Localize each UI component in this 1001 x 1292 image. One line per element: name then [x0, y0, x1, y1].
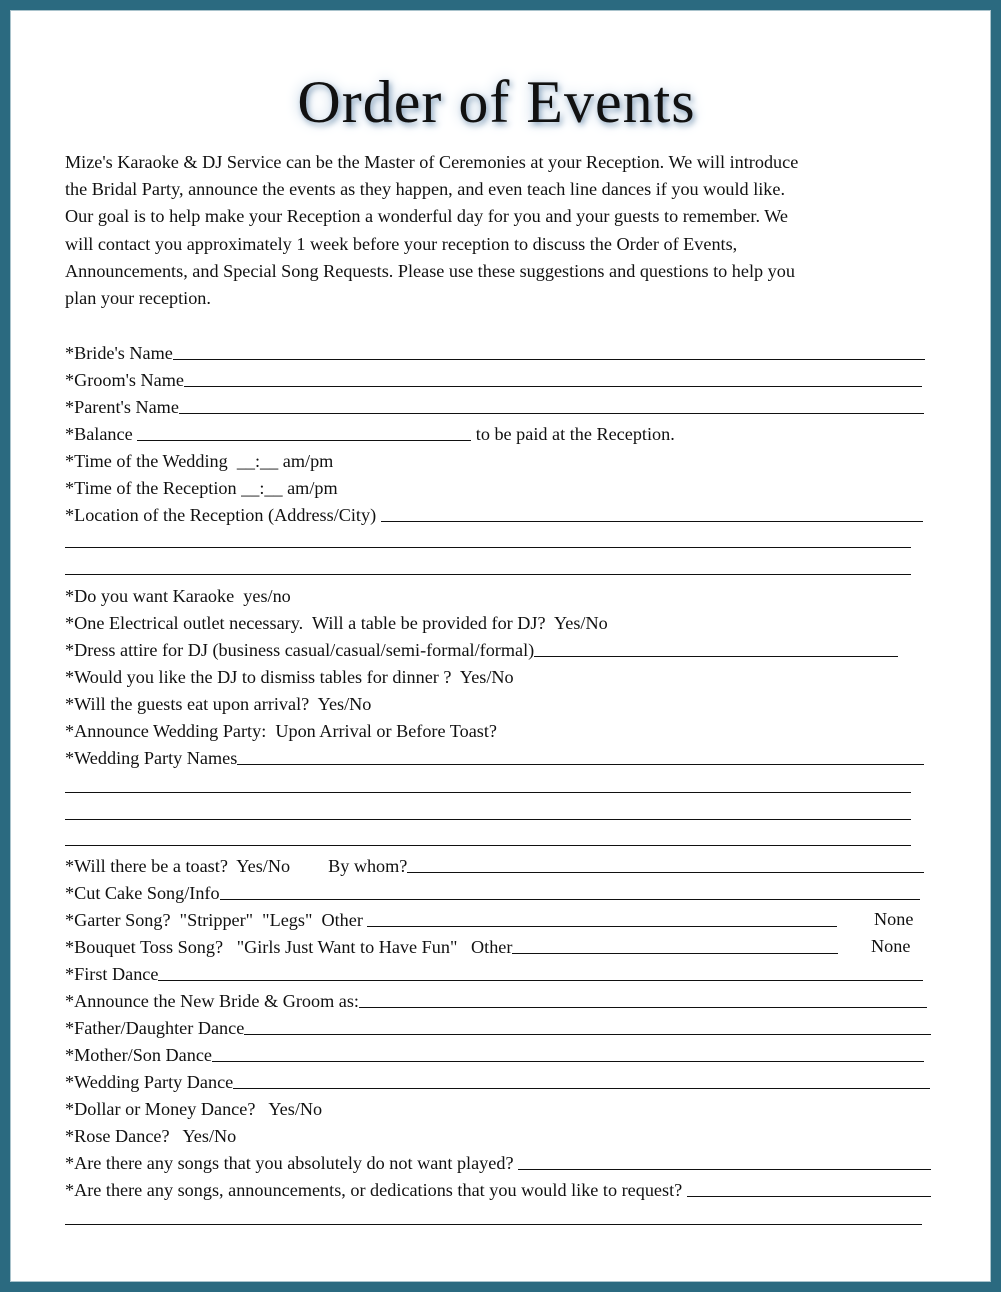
party-dance-row	[65, 1066, 930, 1093]
first-dance-row	[65, 958, 923, 985]
party-dance-field[interactable]	[233, 1070, 930, 1089]
karaoke-question: *Do you want Karaoke yes/no	[65, 586, 291, 606]
eat-row	[65, 688, 765, 715]
bouquet-field[interactable]	[512, 935, 838, 954]
toast-row	[65, 850, 924, 877]
reception-time-label[interactable]: *Time of the Reception __:__ am/pm	[65, 478, 338, 498]
not-played-field[interactable]	[518, 1151, 931, 1170]
wedding-time-label[interactable]: *Time of the Wedding __:__ am/pm	[65, 451, 334, 471]
intro-line: the Bridal Party, announce the events as they happen, and even teach line dances if you would like.	[65, 179, 786, 200]
first-dance-field[interactable]	[158, 962, 923, 981]
bouquet-none-option[interactable]: None	[871, 936, 911, 956]
parent-name-row	[65, 391, 924, 418]
party-names-line-4[interactable]	[65, 845, 911, 846]
by-whom-field[interactable]	[407, 854, 924, 873]
announce-couple-label: *Announce the New Bride & Groom as:	[65, 991, 359, 1011]
requests-row	[65, 1174, 931, 1201]
bouquet-row	[65, 931, 838, 958]
party-names-label: *Wedding Party Names	[65, 748, 238, 768]
bride-name-field[interactable]	[173, 341, 925, 360]
party-names-field[interactable]	[237, 746, 924, 765]
mother-son-row	[65, 1039, 924, 1066]
page-title: Order of Events	[297, 69, 696, 135]
karaoke-row	[65, 580, 665, 607]
dollar-dance-row	[65, 1093, 665, 1120]
groom-name-label: *Groom's Name	[65, 370, 184, 390]
parent-name-field[interactable]	[179, 395, 924, 414]
eat-question: *Will the guests eat upon arrival? Yes/No	[65, 694, 372, 714]
garter-none-option[interactable]: None	[874, 909, 914, 929]
cake-field[interactable]	[220, 881, 920, 900]
requests-line-2[interactable]	[65, 1224, 922, 1225]
dress-question: *Dress attire for DJ (business casual/casual/semi-formal/formal)	[65, 640, 535, 660]
intro-line: will contact you approximately 1 week before your reception to discuss the Order of Events,	[65, 233, 738, 254]
toast-question: *Will there be a toast? Yes/No	[65, 856, 291, 876]
bride-name-row	[65, 337, 925, 364]
party-names-line-3[interactable]	[65, 819, 911, 820]
location-row	[65, 499, 923, 526]
party-dance-label: *Wedding Party Dance	[65, 1072, 234, 1092]
location-line-3[interactable]	[65, 574, 911, 575]
mother-son-label: *Mother/Son Dance	[65, 1045, 212, 1065]
announce-party-row	[65, 715, 765, 742]
dress-field[interactable]	[534, 638, 898, 657]
balance-suffix: to be paid at the Reception.	[471, 424, 675, 444]
dollar-dance-question: *Dollar or Money Dance? Yes/No	[65, 1099, 323, 1119]
intro-line: plan your reception.	[65, 288, 211, 309]
requests-question: *Are there any songs, announcements, or dedications that you would like to request?	[65, 1180, 687, 1200]
rose-dance-question: *Rose Dance? Yes/No	[65, 1126, 237, 1146]
announce-couple-row	[65, 985, 927, 1012]
bride-name-label: *Bride's Name	[65, 343, 173, 363]
groom-name-row	[65, 364, 922, 391]
intro-line: Our goal is to help make your Reception a wonderful day for you and your guests to remember. We	[65, 206, 788, 227]
mother-son-field[interactable]	[212, 1043, 924, 1062]
reception-time-row	[65, 472, 565, 499]
garter-field[interactable]	[367, 908, 837, 927]
requests-field[interactable]	[687, 1178, 931, 1197]
first-dance-label: *First Dance	[65, 964, 159, 984]
intro-paragraph	[65, 149, 965, 312]
party-names-row	[65, 742, 924, 769]
not-played-question: *Are there any songs that you absolutely do not want played?	[65, 1153, 519, 1173]
outlet-row	[65, 607, 865, 634]
rose-dance-row	[65, 1120, 665, 1147]
garter-label: *Garter Song? "Stripper" "Legs" Other	[65, 910, 368, 930]
intro-line: Announcements, and Special Song Requests. Please use these suggestions and questions to help you	[65, 260, 795, 281]
cake-row	[65, 877, 920, 904]
wedding-time-row	[65, 445, 565, 472]
outlet-question: *One Electrical outlet necessary. Will a table be provided for DJ? Yes/No	[65, 613, 608, 633]
by-whom-label: By whom?	[328, 856, 408, 876]
father-daughter-row	[65, 1012, 931, 1039]
garter-row	[65, 904, 837, 931]
party-names-line-2[interactable]	[65, 792, 911, 793]
balance-label: *Balance	[65, 424, 138, 444]
location-line-2[interactable]	[65, 547, 911, 548]
bouquet-label: *Bouquet Toss Song? "Girls Just Want to Have Fun" Other	[65, 937, 513, 957]
balance-field[interactable]	[137, 422, 471, 441]
balance-row	[65, 418, 785, 445]
dress-row	[65, 634, 898, 661]
father-daughter-field[interactable]	[244, 1016, 931, 1035]
dismiss-row	[65, 661, 765, 688]
intro-line: Mize's Karaoke & DJ Service can be the Master of Ceremonies at your Reception. We will introduce	[65, 152, 799, 172]
announce-party-question: *Announce Wedding Party: Upon Arrival or Before Toast?	[65, 721, 497, 741]
announce-couple-field[interactable]	[359, 989, 927, 1008]
parent-name-label: *Parent's Name	[65, 397, 179, 417]
not-played-row	[65, 1147, 931, 1174]
dismiss-question: *Would you like the DJ to dismiss tables for dinner ? Yes/No	[65, 667, 514, 687]
father-daughter-label: *Father/Daughter Dance	[65, 1018, 245, 1038]
location-label: *Location of the Reception (Address/City)	[65, 505, 381, 525]
cake-label: *Cut Cake Song/Info	[65, 883, 220, 903]
document-page	[10, 10, 991, 1282]
groom-name-field[interactable]	[184, 368, 922, 387]
location-field[interactable]	[381, 503, 923, 522]
